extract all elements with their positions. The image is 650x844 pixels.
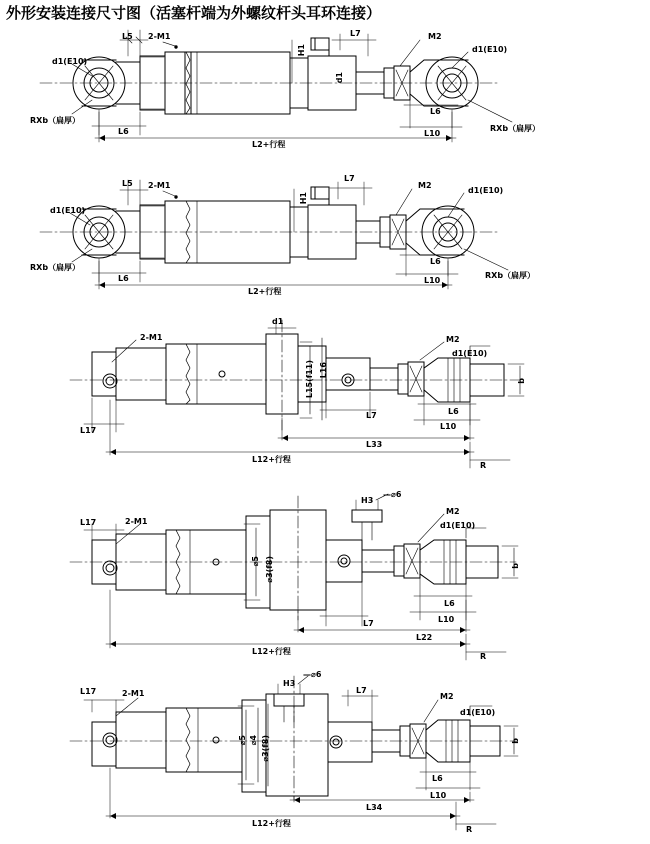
dimension-label-v3-l10: L10 [440, 422, 457, 431]
dimension-label-v4-h3: H3 [361, 496, 374, 505]
dimension-label-v5-2m1: 2-M1 [122, 689, 145, 698]
dimension-label-v1-h1: H1 [297, 44, 306, 57]
dimension-label-v4-d6: —⌀6 [383, 490, 402, 499]
dimension-label-v2-rxb-right: RXb（扁厚） [485, 271, 536, 280]
dimension-label-v5-l34: L34 [366, 803, 383, 812]
dimension-label-v2-l6-left: L6 [118, 274, 129, 283]
dimension-label-v4-l12: L12+行程 [252, 647, 291, 656]
dimension-label-v4-m2: M2 [446, 507, 460, 516]
dimension-label-v5-d6: —⌀6 [303, 670, 322, 679]
dimension-label-v2-l7: L7 [344, 174, 355, 183]
dimension-label-v4-r: R [480, 652, 487, 661]
dimension-label-v4-l6: L6 [444, 599, 455, 608]
dimension-label-v4-b: b [511, 563, 520, 569]
dimension-label-v3-l33: L33 [366, 440, 383, 449]
dimension-label-v5-l12: L12+行程 [252, 819, 291, 828]
dimension-label-v4-d5: ⌀5 [251, 556, 260, 567]
dimension-label-v4-l10: L10 [438, 615, 455, 624]
dimension-label-v3-l17: L17 [80, 426, 97, 435]
dimension-label-v4-l17: L17 [80, 518, 97, 527]
dimension-label-v1-m2: M2 [428, 32, 442, 41]
dimension-label-v5-l17: L17 [80, 687, 97, 696]
dimension-label-v1-l5: L5 [122, 32, 133, 41]
dimension-label-v5-d4: ⌀4 [249, 735, 258, 746]
dimension-label-v2-d1e10-left: d1(E10) [50, 206, 86, 215]
dimension-label-v5-m2: M2 [440, 692, 454, 701]
dimension-label-v1-d1e10-right: d1(E10) [472, 45, 508, 54]
dimension-label-v3-d1e10: d1(E10) [452, 349, 488, 358]
view-1-geometry [40, 30, 512, 142]
dimension-label-v3-m2: M2 [446, 335, 460, 344]
dimension-label-v3-l12: L12+行程 [252, 455, 291, 464]
dimension-label-v4-d1e10: d1(E10) [440, 521, 476, 530]
dimension-label-v2-l2: L2+行程 [248, 287, 282, 296]
dimension-label-v2-m2: M2 [418, 181, 432, 190]
dimension-label-v3-d1-top: d1 [272, 317, 284, 326]
dimension-label-v1-rxb-left: RXb（扁厚） [30, 116, 81, 125]
dimension-label-v5-l6: L6 [432, 774, 443, 783]
view-2-geometry [40, 180, 508, 289]
dimension-label-v1-d1-mid: d1 [335, 72, 344, 84]
dimension-label-v1-d1e10-left: d1(E10) [52, 57, 88, 66]
dimension-label-v2-l6-right: L6 [430, 257, 441, 266]
dimension-label-v5-h3: H3 [283, 679, 296, 688]
dimension-label-v3-l16: L16 [319, 362, 328, 379]
dimension-label-v3-2m1: 2-M1 [140, 333, 163, 342]
dimension-label-v1-2m1: 2-M1 [148, 32, 171, 41]
dimension-label-v3-b: b [517, 378, 526, 384]
dimension-label-v3-l6: L6 [448, 407, 459, 416]
dimension-label-v2-d1e10-right: d1(E10) [468, 186, 504, 195]
dimension-label-v2-2m1: 2-M1 [148, 181, 171, 190]
dimension-label-v1-l6-left: L6 [118, 127, 129, 136]
dimension-label-v4-d3f8: ⌀3(f8) [265, 556, 274, 583]
dimension-label-v1-rxb-right: RXb（扁厚） [490, 124, 541, 133]
dimension-label-v5-d3f8: ⌀3(f8) [261, 735, 270, 762]
page-title: 外形安装连接尺寸图（活塞杆端为外螺纹杆头耳环连接） [6, 4, 382, 22]
dimension-label-v5-r: R [466, 825, 473, 834]
dimension-label-v5-d1e10: d1(E10) [460, 708, 496, 717]
dimension-label-v5-b: b [511, 738, 520, 744]
dimension-label-v2-l10: L10 [424, 276, 441, 285]
dimension-label-v5-l10: L10 [430, 791, 447, 800]
dimension-label-v2-l5: L5 [122, 179, 133, 188]
dimension-label-v5-l7: L7 [356, 686, 367, 695]
dimension-label-v3-r: R [480, 461, 487, 470]
dimension-label-v2-rxb-left: RXb（扁厚） [30, 263, 81, 272]
dimension-label-v2-h1: H1 [299, 192, 308, 205]
dimension-label-v3-l7: L7 [366, 411, 377, 420]
dimension-label-v3-l15: L15(f11) [305, 360, 314, 399]
dimension-label-v1-l10: L10 [424, 129, 441, 138]
dimension-label-v5-d5: ⌀5 [238, 735, 247, 746]
dimension-label-v4-2m1: 2-M1 [125, 517, 148, 526]
dimension-label-v1-l2: L2+行程 [252, 140, 286, 149]
dimension-label-v4-l7: L7 [363, 619, 374, 628]
dimension-label-v1-l6-right: L6 [430, 107, 441, 116]
dimension-label-v4-l22: L22 [416, 633, 433, 642]
dimension-label-v1-l7: L7 [350, 29, 361, 38]
